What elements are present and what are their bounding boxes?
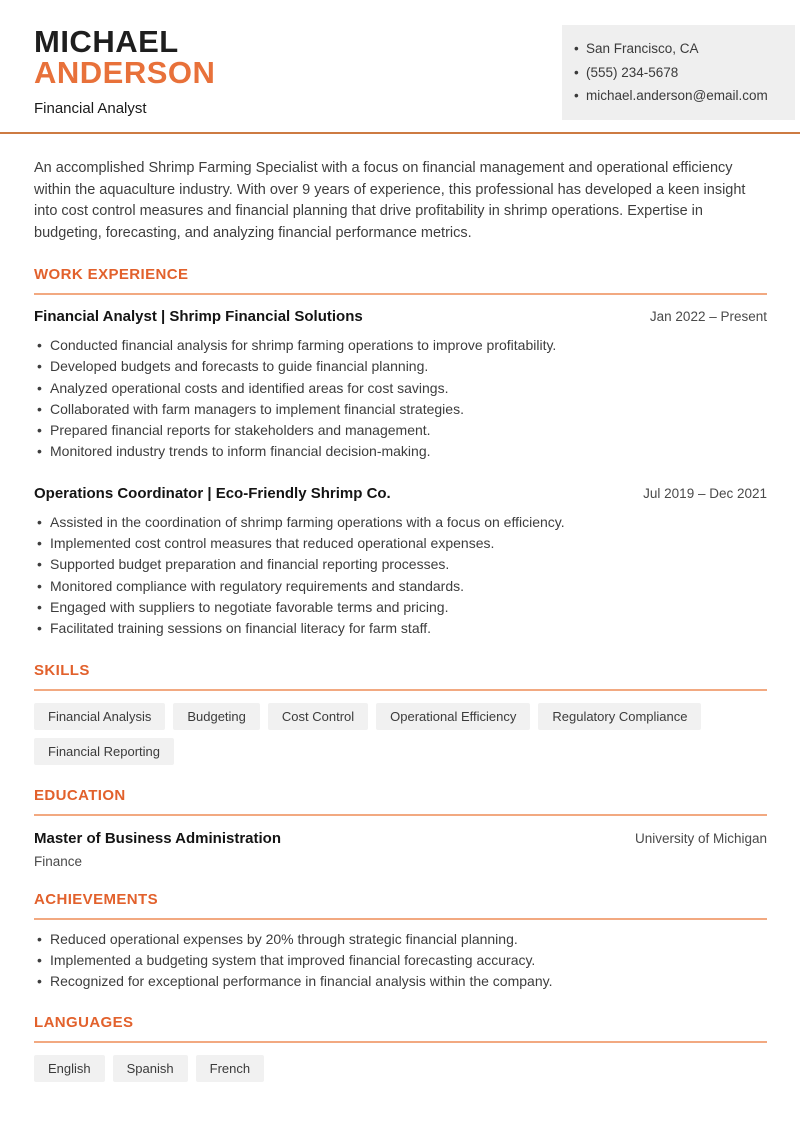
achievement-bullet: • Reduced operational expenses by 20% through strategic financial planning. <box>34 929 767 950</box>
languages-chip-list <box>34 1055 767 1082</box>
last-name: ANDERSON <box>34 55 216 90</box>
achievements-list <box>34 929 767 993</box>
education-heading: EDUCATION <box>34 786 126 804</box>
education-school: University of Michigan <box>634 830 767 846</box>
achievements-heading: ACHIEVEMENTS <box>34 890 158 908</box>
contact-phone: • (555) 234-5678 <box>586 61 785 85</box>
contact-card <box>562 25 795 120</box>
job-bullet-list <box>34 335 767 463</box>
section-rule <box>34 918 767 920</box>
job-bullet: • Monitored compliance with regulatory requirements and standards. <box>34 576 767 597</box>
section-achievements <box>34 891 767 993</box>
languages-heading: LANGUAGES <box>34 1014 134 1032</box>
work-experience-heading: WORK EXPERIENCE <box>34 266 189 283</box>
section-skills <box>34 662 767 765</box>
achievement-bullet: • Implemented a budgeting system that improved financial forecasting accuracy. <box>34 950 767 971</box>
person-title: Financial Analyst <box>34 100 147 117</box>
job-bullet: • Analyzed operational costs and identified areas for cost savings. <box>34 378 767 399</box>
section-work-experience <box>34 266 767 640</box>
section-rule <box>34 814 767 816</box>
section-rule <box>34 689 767 691</box>
education-header <box>34 830 767 848</box>
job-entry <box>34 308 767 463</box>
section-languages <box>34 1014 767 1082</box>
header-divider <box>0 132 800 134</box>
section-rule <box>34 1041 767 1043</box>
education-field: Finance <box>34 853 83 869</box>
education-degree: Master of Business Administration <box>34 829 281 847</box>
job-bullet: • Monitored industry trends to inform financial decision-making. <box>34 441 767 462</box>
job-bullet: • Facilitated training sessions on financial literacy for farm staff. <box>34 618 767 639</box>
summary-paragraph: An accomplished Shrimp Farming Specialist with a focus on financial management and operational efficiency within the aquaculture industry. With over 9 years of experience, this professional has developed a keen insight into cost control measures and financial planning that drive profitability in shrimp operations. Expertise in budgeting, forecasting, and analyzing financial performance metrics. <box>34 160 746 241</box>
job-bullet: • Supported budget preparation and financial reporting processes. <box>34 554 767 575</box>
language-chip: English <box>34 1055 105 1082</box>
job-entry <box>34 485 767 640</box>
first-name: MICHAEL <box>34 24 179 59</box>
skill-chip: Cost Control <box>268 703 368 730</box>
skill-chip: Budgeting <box>173 703 260 730</box>
contact-email: • michael.anderson@email.com <box>586 84 785 108</box>
job-header <box>34 308 767 326</box>
job-bullet: • Developed budgets and forecasts to guide financial planning. <box>34 356 767 377</box>
skill-chip: Operational Efficiency <box>376 703 530 730</box>
skill-chip: Regulatory Compliance <box>538 703 701 730</box>
job-title: Operations Coordinator | Eco-Friendly Shrimp Co. <box>34 484 391 502</box>
job-date: Jan 2022 – Present <box>649 309 767 324</box>
resume-header <box>0 0 800 132</box>
language-chip: Spanish <box>113 1055 188 1082</box>
job-date: Jul 2019 – Dec 2021 <box>643 485 767 501</box>
job-title: Financial Analyst | Shrimp Financial Solutions <box>34 308 363 325</box>
skills-heading: SKILLS <box>34 661 90 679</box>
job-bullet-list <box>34 512 767 640</box>
education-entry <box>34 830 767 869</box>
skill-chip: Financial Reporting <box>34 738 174 765</box>
contact-location: • San Francisco, CA <box>586 37 785 61</box>
skills-chip-list <box>34 703 767 765</box>
section-education <box>34 787 767 869</box>
job-bullet: • Conducted financial analysis for shrimp farming operations to improve profitability. <box>34 335 767 356</box>
job-bullet: • Collaborated with farm managers to implement financial strategies. <box>34 399 767 420</box>
resume-content <box>0 158 800 1082</box>
job-bullet: • Engaged with suppliers to negotiate favorable terms and pricing. <box>34 597 767 618</box>
language-chip: French <box>196 1055 264 1082</box>
section-rule <box>34 293 767 295</box>
achievement-bullet: • Recognized for exceptional performance in financial analysis within the company. <box>34 971 767 992</box>
job-bullet: • Implemented cost control measures that reduced operational expenses. <box>34 533 767 554</box>
skill-chip: Financial Analysis <box>34 703 165 730</box>
job-bullet: • Prepared financial reports for stakeholders and management. <box>34 420 767 441</box>
job-bullet: • Assisted in the coordination of shrimp farming operations with a focus on efficiency. <box>34 512 767 533</box>
job-header <box>34 485 767 503</box>
